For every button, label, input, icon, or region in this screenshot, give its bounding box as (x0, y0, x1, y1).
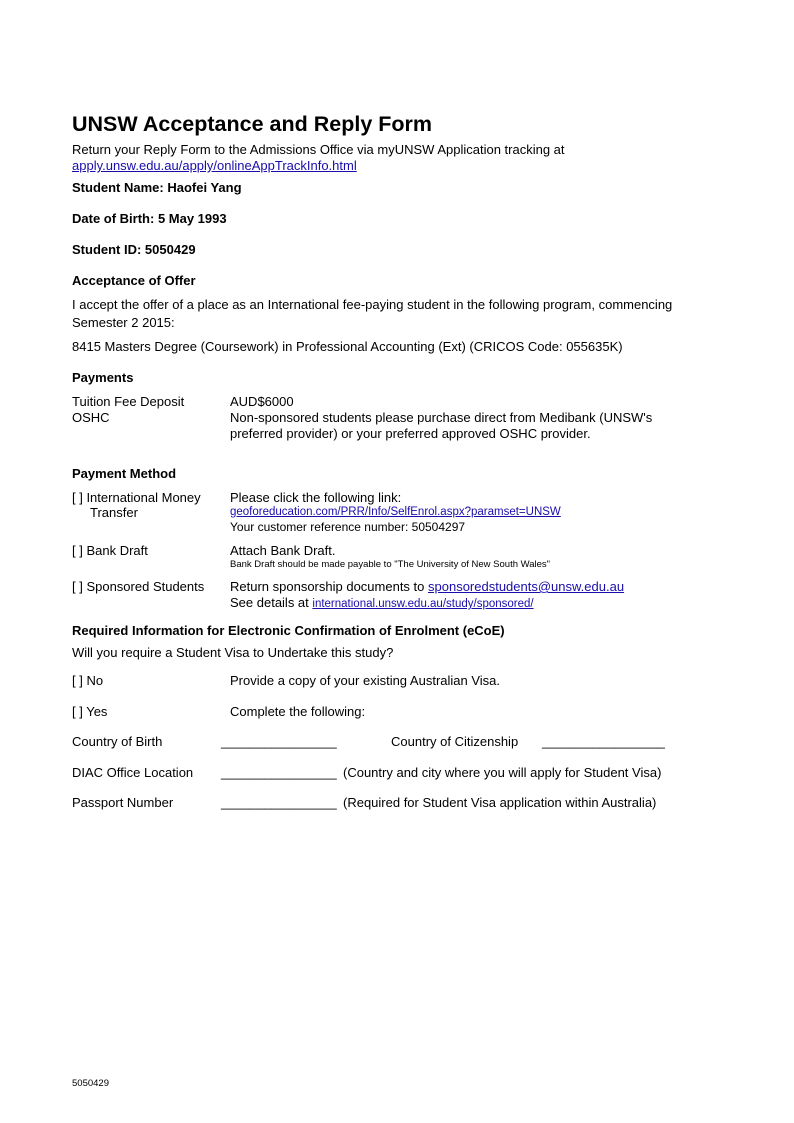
sponsored-checkbox-label[interactable]: [ ] Sponsored Students (72, 579, 205, 594)
sponsored-details-text: See details at (230, 595, 313, 610)
student-name: Student Name: Haofei Yang (72, 180, 242, 195)
student-id: Student ID: 5050429 (72, 242, 196, 257)
page-title: UNSW Acceptance and Reply Form (72, 112, 432, 136)
passport-number-label: Passport Number (72, 795, 174, 810)
visa-no-instruction: Provide a copy of your existing Australian Visa. (230, 673, 501, 688)
tuition-value: AUD$6000 (230, 394, 294, 409)
imt-instruction: Please click the following link: (230, 490, 402, 505)
payment-method-heading: Payment Method (72, 466, 177, 481)
sponsored-info-link[interactable]: international.unsw.edu.au/study/sponsored/ (312, 598, 534, 610)
diac-office-label: DIAC Office Location (72, 765, 194, 780)
country-of-citizenship-label: Country of Citizenship (391, 734, 519, 749)
visa-question: Will you require a Student Visa to Undertake this study? (72, 645, 394, 660)
oshc-line-2: preferred provider) or your preferred approved OSHC provider. (230, 426, 591, 441)
sponsored-text: Return sponsorship documents to (230, 579, 428, 594)
footer-student-id: 5050429 (72, 1078, 109, 1089)
country-of-birth-label: Country of Birth (72, 734, 163, 749)
diac-office-note: (Country and city where you will apply for Student Visa) (343, 765, 662, 780)
visa-yes-checkbox-label[interactable]: [ ] Yes (72, 704, 108, 719)
country-of-citizenship-field[interactable]: _________________ (542, 734, 665, 749)
sponsored-details (230, 595, 534, 612)
acceptance-line-1: I accept the offer of a place as an International fee-paying student in the following program, commencing (72, 297, 673, 312)
passport-number-field[interactable]: ________________ (221, 795, 337, 810)
tracking-link[interactable]: apply.unsw.edu.au/apply/onlineAppTrackInfo.html (72, 158, 357, 173)
intro-text: Return your Reply Form to the Admissions Office via myUNSW Application tracking at (72, 142, 565, 157)
bank-draft-instruction: Attach Bank Draft. (230, 543, 336, 558)
sponsored-email-link[interactable]: sponsoredstudents@unsw.edu.au (428, 579, 625, 594)
passport-number-note: (Required for Student Visa application within Australia) (343, 795, 657, 810)
country-of-birth-field[interactable]: ________________ (221, 734, 337, 749)
bank-draft-checkbox-label[interactable]: [ ] Bank Draft (72, 543, 148, 558)
acceptance-heading: Acceptance of Offer (72, 273, 196, 288)
program-name: 8415 Masters Degree (Coursework) in Professional Accounting (Ext) (CRICOS Code: 055635K) (72, 339, 623, 354)
customer-reference: Your customer reference number: 50504297 (230, 520, 466, 534)
payments-heading: Payments (72, 370, 134, 385)
imt-checkbox-label[interactable]: [ ] International Money (72, 490, 201, 505)
visa-no-checkbox-label[interactable]: [ ] No (72, 673, 104, 688)
geo-payment-link[interactable]: geoforeducation.com/PRR/Info/SelfEnrol.aspx?paramset=UNSW (230, 506, 561, 518)
imt-checkbox-label-cont: Transfer (90, 505, 138, 520)
acceptance-line-2: Semester 2 2015: (72, 315, 175, 330)
bank-draft-note: Bank Draft should be made payable to "The University of New South Wales" (230, 559, 551, 570)
oshc-line-1: Non-sponsored students please purchase direct from Medibank (UNSW's (230, 410, 653, 425)
ecoe-heading: Required Information for Electronic Confirmation of Enrolment (eCoE) (72, 623, 505, 638)
sponsored-instruction (230, 579, 624, 595)
tuition-label: Tuition Fee Deposit (72, 394, 185, 409)
visa-yes-instruction: Complete the following: (230, 704, 366, 719)
oshc-label: OSHC (72, 410, 110, 425)
diac-office-field[interactable]: ________________ (221, 765, 337, 780)
student-dob: Date of Birth: 5 May 1993 (72, 211, 227, 226)
